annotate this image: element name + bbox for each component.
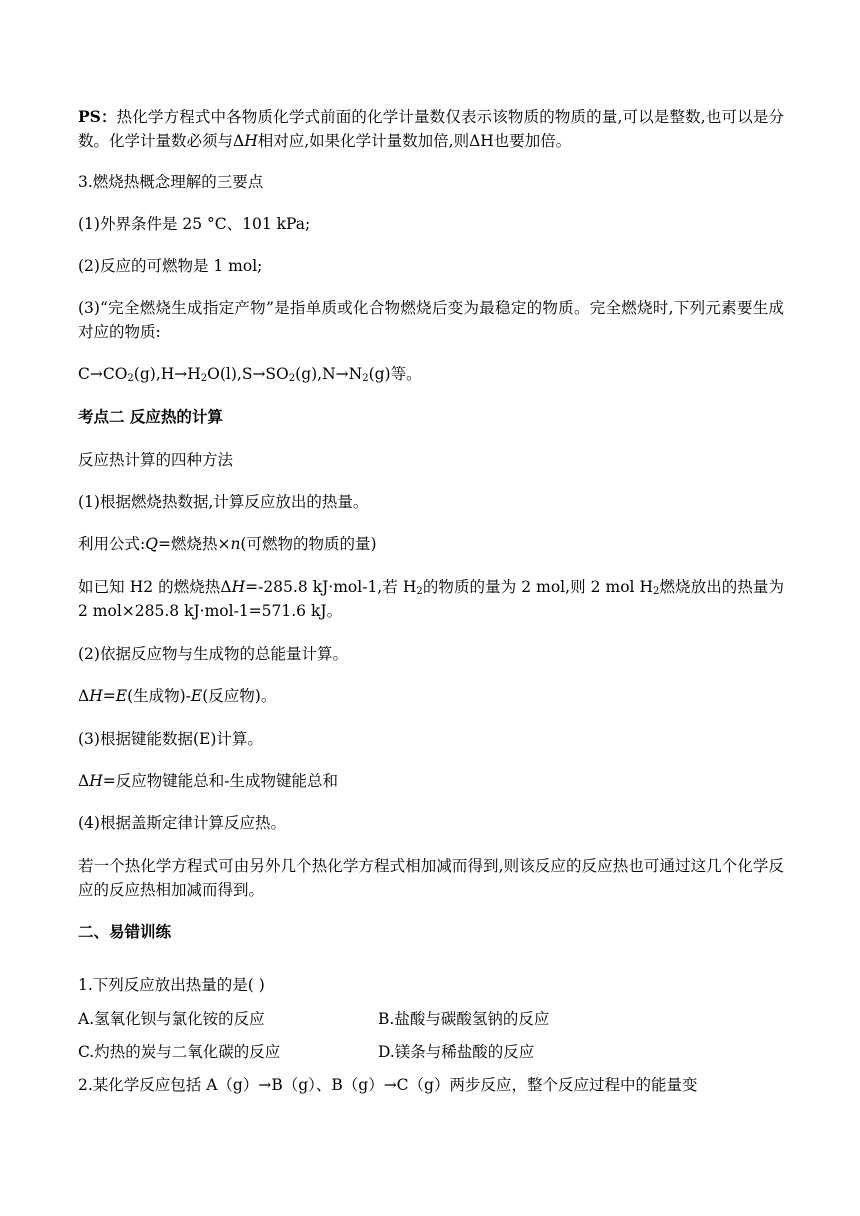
section-2-heading: 二、易错训练 [78, 922, 172, 941]
question-1-stem: 1.下列反应放出热量的是( ) [78, 976, 265, 994]
option-b: B.盐酸与碳酸氢钠的反应 [378, 1010, 550, 1028]
ps-paragraph: PS：热化学方程式中各物质化学式前面的化学计量数仅表示该物质的物质的量,可以是整数,也可以是分数。化学计量数必须与ΔH相对应,如果化学计量数加倍,则ΔH也要加倍。 [78, 107, 784, 150]
formula-line: 利用公式:Q=燃烧热×n(可燃物的物质的量) [78, 535, 377, 553]
option-d: D.镁条与稀盐酸的反应 [378, 1043, 535, 1061]
method-1: (1)根据燃烧热数据,计算反应放出的热量。 [78, 493, 369, 511]
question-2-stem: 2.某化学反应包括 A（g）→B（g）、B（g）→C（g）两步反应，整个反应过程中的能量变 [78, 1076, 698, 1094]
point-3: (3)“完全燃烧生成指定产物”是指单质或化合物燃烧后变为最稳定的物质。完全燃烧时,下列元素要生成对应的物质: [78, 299, 784, 341]
option-a: A.氢氧化钡与氯化铵的反应 [78, 1010, 265, 1028]
method-3: (3)根据键能数据(E)计算。 [78, 730, 263, 748]
kaodian-2-heading: 考点二 反应热的计算 [78, 407, 223, 426]
bond-energy-equation: ΔH=反应物键能总和-生成物键能总和 [78, 772, 338, 790]
example-paragraph: 如已知 H2 的燃烧热ΔH=-285.8 kJ·mol-1,若 $H_2$的物质的量为 2 mol,则 2 mol $H_2$燃烧放出的热量为 2 mol×285.8 kJ·mol-1=571.6 kJ。 [78, 578, 784, 620]
point-2: (2)反应的可燃物是 1 mol; [78, 257, 263, 275]
methods-intro: 反应热计算的四种方法 [78, 451, 234, 469]
option-c: C.灼热的炭与二氧化碳的反应 [78, 1043, 281, 1061]
ps-label: PS： [78, 107, 117, 126]
method-4: (4)根据盖斯定律计算反应热。 [78, 814, 286, 832]
products-equation: $C\to CO_2(g),H\to H_2O(l),S\to SO_2(g),N\to N_2(g)$等。 [78, 365, 422, 384]
energy-equation: ΔH=E(生成物)-E(反应物)。 [78, 687, 277, 705]
section-3-title: 3.燃烧热概念理解的三要点 [78, 173, 264, 191]
hess-law-paragraph: 若一个热化学方程式可由另外几个热化学方程式相加减而得到,则该反应的反应热也可通过这几个化学反应的反应热相加减而得到。 [78, 857, 784, 899]
method-2: (2)依据反应物与生成物的总能量计算。 [78, 645, 348, 663]
point-1: (1)外界条件是 25 °C、101 kPa; [78, 215, 311, 233]
